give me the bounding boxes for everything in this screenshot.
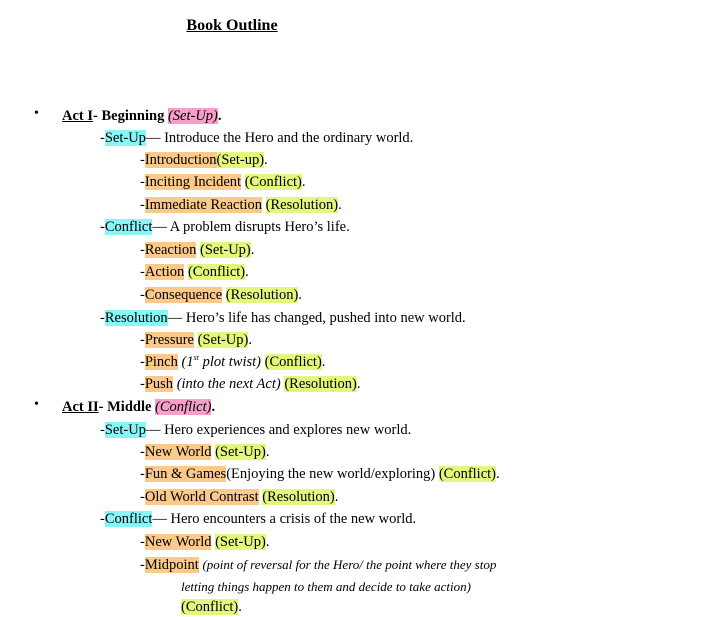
item-name: Consequence <box>144 287 223 303</box>
outline-item: -Pressure (Set-Up). <box>140 332 252 348</box>
section-label: Resolution <box>104 310 168 326</box>
outline-item: -Consequence (Resolution). <box>140 287 302 303</box>
item-name: Introduction <box>144 152 217 168</box>
item-tag: (Resolution) <box>284 376 357 392</box>
item-tag: (Set-up) <box>216 152 265 168</box>
section-desc: — Hero’s life has changed, pushed into new world. <box>167 310 466 326</box>
outline-item-continued: (Conflict). <box>181 599 242 615</box>
item-name: New World <box>144 444 212 460</box>
item-extra: (Enjoying the new world/exploring) <box>226 466 436 482</box>
item-tag: (Resolution) <box>225 287 299 303</box>
section-label: Conflict <box>104 219 153 235</box>
section-label: Conflict <box>104 511 153 527</box>
section-label: Set-Up <box>104 422 146 438</box>
item-name: Fun & Games <box>144 466 227 482</box>
outline-item: -Push (into the next Act) (Resolution). <box>140 376 361 392</box>
outline-item: -Fun & Games(Enjoying the new world/exploring) (Conflict). <box>140 466 500 482</box>
item-name: Inciting Incident <box>144 174 242 190</box>
section-desc: — Introduce the Hero and the ordinary world. <box>145 130 414 146</box>
outline-item: -New World (Set-Up). <box>140 444 270 460</box>
item-tag: (Set-Up) <box>215 444 266 460</box>
act-name: - Beginning <box>93 108 168 124</box>
act-label: Act I <box>62 108 94 124</box>
section-desc: — A problem disrupts Hero’s life. <box>152 219 350 235</box>
item-name: New World <box>144 534 212 550</box>
item-note: (point of reversal for the Hero/ the point where they stop <box>202 557 497 572</box>
item-note: (1st plot twist) <box>181 353 261 370</box>
outline-item: -New World (Set-Up). <box>140 534 270 550</box>
act-heading: Act I- Beginning (Set-Up). <box>62 108 222 124</box>
outline-item: -Reaction (Set-Up). <box>140 242 255 258</box>
outline-item-continued <box>181 577 471 597</box>
section-setup: -Set-Up— Introduce the Hero and the ordinary world. <box>100 130 414 146</box>
item-name: Old World Contrast <box>144 489 259 505</box>
act-tag: (Conflict) <box>155 399 212 415</box>
outline-item: -Immediate Reaction (Resolution). <box>140 197 342 213</box>
item-tag: (Set-Up) <box>215 534 266 550</box>
act-label: Act II <box>62 399 99 415</box>
item-tag: (Conflict) <box>438 466 497 482</box>
act-tag: (Set-Up) <box>167 108 218 124</box>
item-note: (into the next Act) <box>176 376 281 392</box>
outline-item: -Midpoint (point of reversal for the Hero/ the point where they stop <box>140 557 497 573</box>
section-resolution: -Resolution— Hero’s life has changed, pushed into new world. <box>100 310 466 326</box>
item-name: Pressure <box>144 332 194 348</box>
item-tag: (Conflict) <box>181 599 239 615</box>
outline-item: -Pinch (1st plot twist) (Conflict). <box>140 353 326 370</box>
item-name: Midpoint <box>144 557 199 573</box>
item-name: Pinch <box>144 354 178 370</box>
act-name: - Middle <box>98 399 156 415</box>
item-name: Action <box>144 264 185 280</box>
item-name: Reaction <box>144 242 197 258</box>
outline-item: -Inciting Incident (Conflict). <box>140 174 306 190</box>
item-note: letting things happen to them and decide to take action) <box>181 579 471 594</box>
act-heading: Act II- Middle (Conflict). <box>62 399 216 415</box>
item-tag: (Conflict) <box>187 264 246 280</box>
section-label: Set-Up <box>104 130 146 146</box>
section-desc: — Hero experiences and explores new world. <box>145 422 412 438</box>
section-conflict: -Conflict— Hero encounters a crisis of the new world. <box>100 511 417 527</box>
item-tag: (Set-Up) <box>197 332 249 348</box>
bullet-icon: • <box>34 106 39 121</box>
outline-item: -Old World Contrast (Resolution). <box>140 489 339 505</box>
outline-item: -Introduction(Set-up). <box>140 152 268 168</box>
item-tag: (Set-Up) <box>200 242 251 258</box>
item-tag: (Conflict) <box>264 354 322 370</box>
item-name: Immediate Reaction <box>144 197 263 213</box>
item-tag: (Resolution) <box>265 197 339 213</box>
item-tag: (Conflict) <box>244 174 302 190</box>
document-title: Book Outline <box>186 17 278 34</box>
section-setup: -Set-Up— Hero experiences and explores new world. <box>100 422 412 438</box>
outline-item: -Action (Conflict). <box>140 264 249 280</box>
item-name: Push <box>144 376 174 392</box>
item-tag: (Resolution) <box>262 489 335 505</box>
section-conflict: -Conflict— A problem disrupts Hero’s life. <box>100 219 350 235</box>
section-desc: — Hero encounters a crisis of the new world. <box>152 511 417 527</box>
bullet-icon: • <box>34 397 39 412</box>
